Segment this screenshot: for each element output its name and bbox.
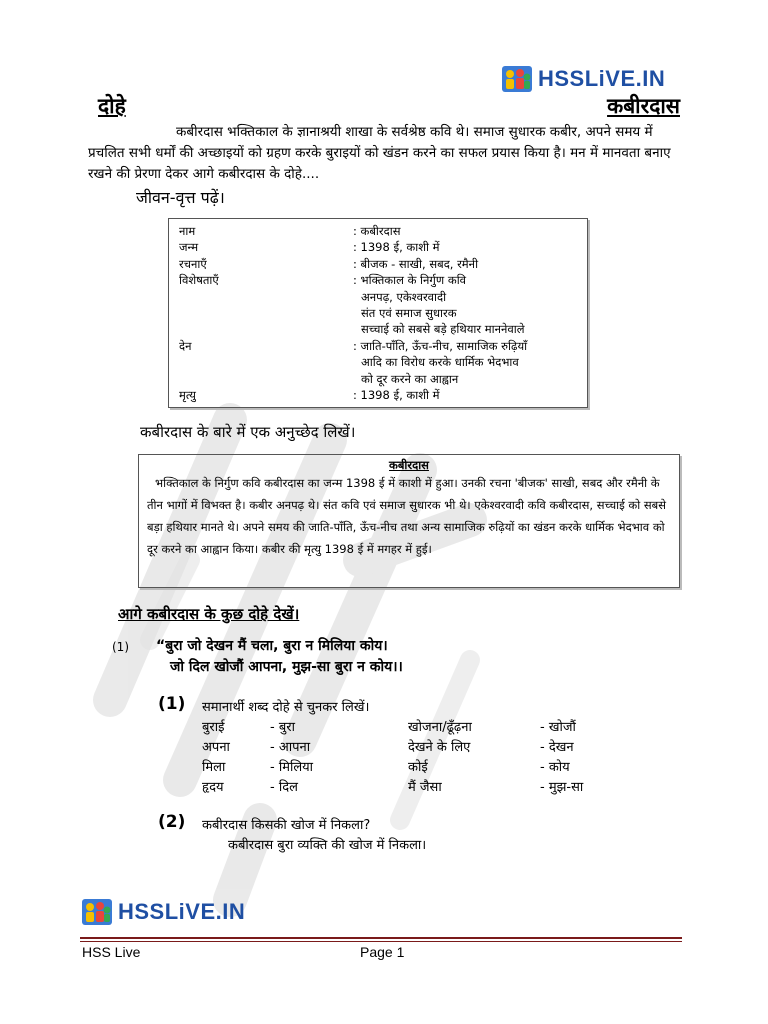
synonym-cell: देखने के लिए <box>408 740 471 755</box>
bio-value: : कबीरदास <box>353 224 401 238</box>
bio-value: : 1398 ई, काशी में <box>353 388 440 402</box>
synonym-cell: अपना <box>202 740 230 755</box>
bio-label: जन्म <box>179 240 199 255</box>
synonym-cell: हृदय <box>202 780 224 795</box>
bio-value: आदि का विरोध करके धार्मिक भेदभाव <box>361 355 519 370</box>
question-2-answer: कबीरदास बुरा व्यक्ति की खोज में निकला। <box>228 838 427 853</box>
page-title: दोहे <box>98 94 126 118</box>
logo-people-icon <box>500 62 534 96</box>
question-1-prompt: समानार्थी शब्द दोहे से चुनकर लिखें। <box>202 700 370 715</box>
logo-people-icon <box>80 895 114 929</box>
synonym-cell: बुराई <box>202 720 225 735</box>
bio-label: रचनाएँ <box>179 256 207 271</box>
synonym-cell: - कोय <box>540 760 570 775</box>
bio-value: सच्चाई को सबसे बड़े हथियार माननेवाले <box>361 322 525 337</box>
paragraph-title: कबीरदास <box>389 458 429 472</box>
bio-value: संत एवं समाज सुधारक <box>361 306 457 320</box>
bio-value: : बीजक - साखी, सबद, रमैनी <box>353 256 479 271</box>
logo-text: HSSLiVE.IN <box>118 899 246 924</box>
footer-divider <box>80 937 682 939</box>
synonym-cell: - बुरा <box>270 720 295 735</box>
footer-logo <box>80 895 245 929</box>
logo-text: HSSLiVE.IN <box>538 66 666 91</box>
doha-line-1: “बुरा जो देखन मैं चला, बुरा न मिलिया कोय। <box>156 638 388 654</box>
synonym-cell: कोई <box>408 760 428 775</box>
synonym-cell: - मिलिया <box>270 760 314 775</box>
bio-value: : भक्तिकाल के निर्गुण कवि <box>353 273 467 288</box>
synonym-cell: मिला <box>202 760 226 775</box>
dohe-heading: आगे कबीरदास के कुछ दोहे देखें। <box>118 605 300 623</box>
synonym-cell: खोजना/ढूँढ़ना <box>408 720 472 735</box>
read-bio-heading: जीवन-वृत्त पढ़ें। <box>136 188 225 207</box>
bio-value: : 1398 ई, काशी में <box>353 240 440 255</box>
question-1-number: (1) <box>158 694 186 714</box>
header-logo <box>500 62 665 96</box>
bio-label: नाम <box>179 224 196 238</box>
question-2-number: (2) <box>158 812 186 832</box>
biography-box <box>168 218 588 408</box>
synonym-cell: मैं जैसा <box>408 780 442 795</box>
doha-line-2: जो दिल खोजौं आपना, मुझ-सा बुरा न कोय।। <box>170 659 403 675</box>
synonym-cell: - देखन <box>540 740 574 755</box>
bio-label: विशेषताएँ <box>179 273 219 288</box>
synonym-cell: - आपना <box>270 740 311 755</box>
paragraph-box <box>138 454 680 588</box>
synonym-cell: - मुझ-सा <box>540 780 584 795</box>
synonym-cell: - दिल <box>270 780 298 795</box>
paragraph-heading: कबीरदास के बारे में एक अनुच्छेद लिखें। <box>140 423 356 441</box>
footer-divider-thin <box>80 941 682 942</box>
poet-name-title: कबीरदास <box>607 94 680 118</box>
synonym-cell: - खोजौं <box>540 720 576 735</box>
footer-page-number: Page 1 <box>360 944 405 960</box>
doha-number: (1) <box>112 640 129 654</box>
bio-label: देन <box>179 338 192 353</box>
question-2-text: कबीरदास किसकी खोज में निकला? <box>202 818 371 833</box>
bio-value: को दूर करने का आह्वान <box>361 371 459 386</box>
intro-paragraph <box>88 122 682 208</box>
intro-text: कबीरदास भक्तिकाल के ज्ञानाश्रयी शाखा के सर्वश्रेष्ठ कवि थे। समाज सुधारक कबीर, अपने समय में प्रचलित सभी धर्मों की अच्छाइयों को ग्रहण करके बुराइयों को खंडन करने का सफल प्रयास किया है। मन में मानवता बनाए रखने की प्रेरणा देकर आगे कबीरदास के दोहे.... <box>88 124 671 182</box>
bio-value: अनपढ़, एकेश्वरवादी <box>361 289 447 304</box>
paragraph-text: भक्तिकाल के निर्गुण कवि कबीरदास का जन्म 1398 ई में काशी में हुआ। उनकी रचना 'बीजक' साखी, सबद और रमैनी के तीन भागों में विभक्त है। कबीर अनपढ़ थे। संत कवि एवं समाज सुधारक भी थे। एकेश्वरवादी कवि कबीरदास, सच्चाई को सबसे बड़ा हथियार मानते थे। अपने समय की जाति-पाँति, ऊँच-नीच तथा अन्य सामाजिक रुढ़ियों का खंडन करके धार्मिक भेदभाव को दूर करने का आह्वान किया। कबीर की मृत्यु 1398 ई में मगहर में हुई। <box>147 476 666 556</box>
bio-value: : जाति-पाँति, ऊँच-नीच, सामाजिक रुढ़ियाँ <box>353 338 528 353</box>
footer-site-name: HSS Live <box>82 944 141 960</box>
bio-label: मृत्यु <box>179 388 196 402</box>
